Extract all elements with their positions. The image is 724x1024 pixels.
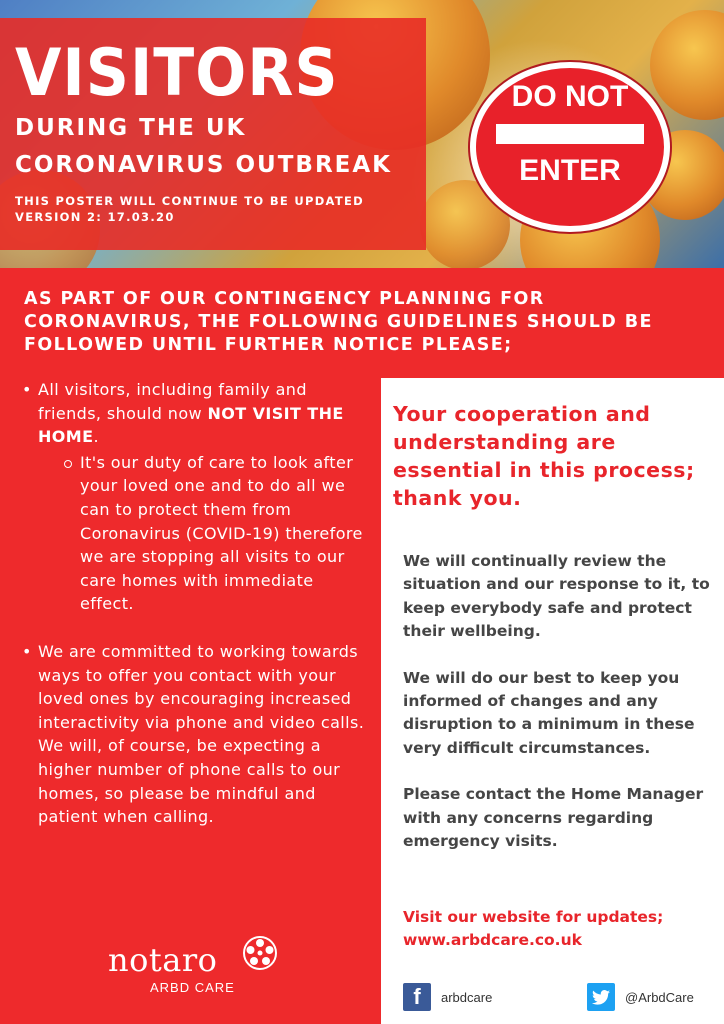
review-text (403, 550, 713, 853)
bullet-text: • We are committed to working towards ways to offer you contact with your loved ones by encouraging increased interactivity via phone and video calls. (38, 641, 365, 732)
paragraph: We will continually review the situation and our response to it, to keep everybody safe and protect their wellbeing. (403, 552, 710, 641)
notaro-logo (108, 935, 288, 1005)
list-item (22, 640, 372, 829)
website-link[interactable]: www.arbdcare.co.uk (403, 931, 582, 950)
version-note (15, 193, 426, 225)
subtitle-line: CORONAVIRUS OUTBREAK (15, 152, 392, 178)
subtitle-line: DURING THE UK (15, 115, 247, 141)
website-callout (403, 906, 713, 953)
sign-bottom-text: ENTER (519, 154, 621, 187)
sign-top-text: DO NOT (511, 80, 629, 113)
rose-icon (242, 935, 278, 971)
bullet-emphasis: NOT VISIT THE HOME (38, 403, 344, 447)
list-item (22, 378, 372, 616)
poster-subtitle (15, 110, 426, 184)
bullet-text: . (93, 427, 99, 447)
do-not-enter-sign (470, 62, 670, 232)
paragraph: Please contact the Home Manager with any concerns regarding emergency visits. (403, 785, 704, 851)
sign-bar (496, 124, 644, 144)
sub-item-text: It's our duty of care to look after your loved one and to do all we can to protect them from Coronavirus (COVID-19) therefore we are stopping all visits to our care homes with immediate effect. (80, 452, 363, 614)
logo-subtitle: ARBD CARE (150, 980, 235, 995)
intro-heading: AS PART OF OUR CONTINGENCY PLANNING FOR CORONAVIRUS, THE FOLLOWING GUIDELINES SHOULD BE FOLLOWED UNTIL FURTHER NOTICE PLEASE; (24, 289, 653, 355)
poster-title: VISITORS (15, 35, 339, 112)
website-label: Visit our website for updates; (403, 908, 664, 926)
twitter-icon (587, 983, 615, 1011)
header-banner (0, 0, 724, 268)
facebook-link[interactable] (403, 983, 492, 1011)
facebook-icon: f (403, 983, 431, 1011)
title-panel (0, 18, 426, 250)
bullet-text: All visitors, including family and friends, should now (38, 380, 307, 423)
sub-list-item (38, 451, 372, 616)
logo-name: notaro (108, 941, 218, 979)
facebook-handle: arbdcare (441, 989, 493, 1005)
update-note: THIS POSTER WILL CONTINUE TO BE UPDATED (15, 194, 365, 208)
twitter-handle: @ArbdCare (625, 989, 694, 1005)
paragraph: We will do our best to keep you informed of changes and any disruption to a minimum in these very difficult circumstances. (403, 668, 695, 757)
bullet-text: We will, of course, be expecting a higher number of phone calls to our homes, so please be mindful and patient when calling. (38, 736, 341, 827)
thank-you-message: Your cooperation and understanding are essential in this process; thank you. (393, 402, 695, 510)
info-panel (381, 378, 724, 1024)
twitter-link[interactable] (587, 983, 694, 1011)
version-label: VERSION 2: 17.03.20 (15, 210, 175, 224)
guidelines-list (22, 378, 372, 829)
